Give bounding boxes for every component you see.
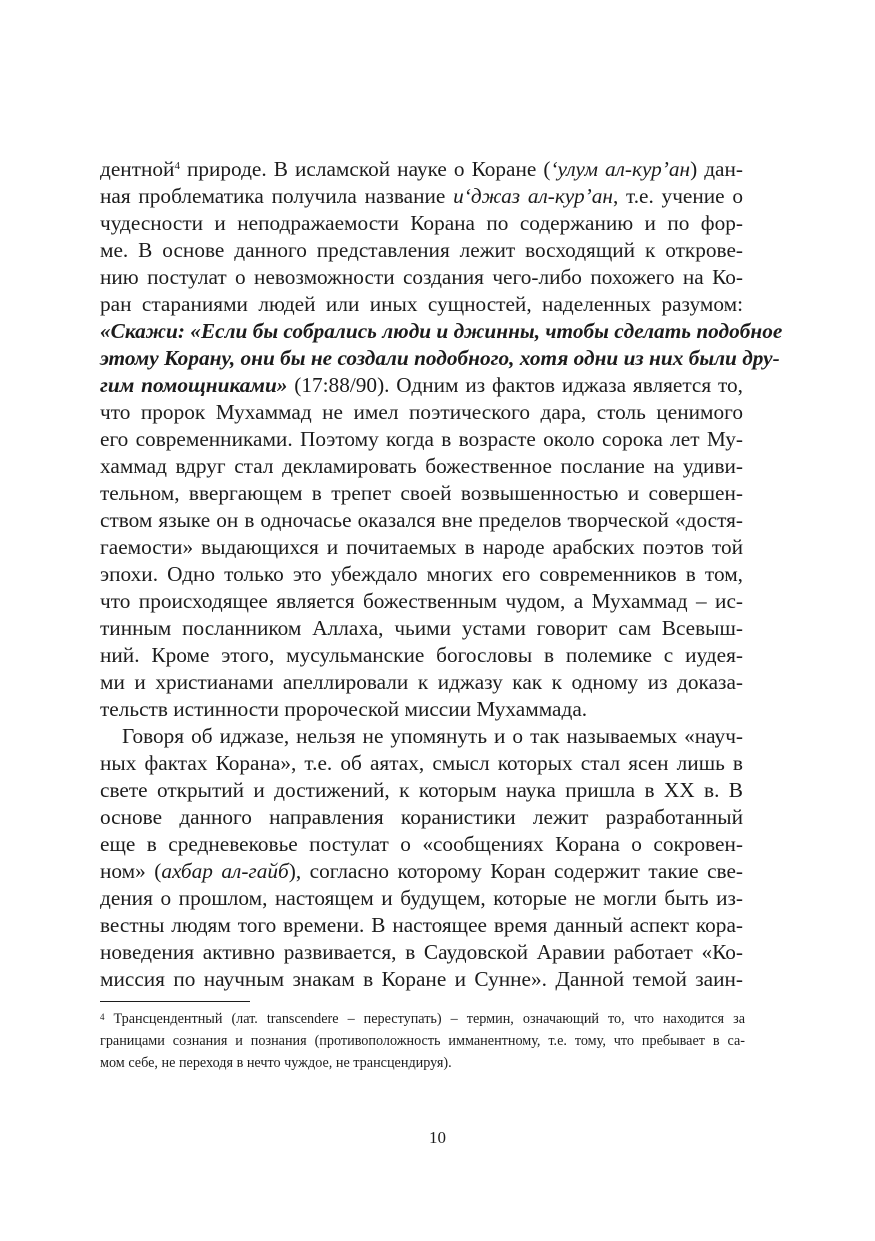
text-line: новедения активно развивается, в Саудовской Аравии работает «Ко- [100, 940, 743, 964]
text-line: его современниками. Поэтому когда в возрасте около сорока лет Му- [100, 427, 743, 451]
quote-line: этому Корану, они бы не создали подобного, хотя одни из них были дру- [100, 346, 780, 370]
text-line: ном» (ахбар ал-гайб), согласно которому Коран содержит такие све- [100, 859, 743, 883]
footnote-marker: 4 [174, 160, 180, 172]
text-line: дентной$^4$ природе. В исламской науке о Коране (ʻулум ал-кур’ан) дан- [100, 157, 743, 181]
text-line: тинным посланником Аллаха, чьими устами говорит сам Всевыш- [100, 616, 743, 640]
quote-line: «Скажи: «Если бы собрались люди и джинны, чтобы сделать подобное [100, 319, 783, 343]
footnote-number: 4 [100, 1012, 105, 1022]
text-line: гаемости» выдающихся и почитаемых в народе арабских поэтов той [100, 535, 743, 559]
text-line: гим помощниками» (17:88/90). Одним из фактов иджаза является то, [100, 373, 743, 397]
main-text [100, 156, 783, 993]
text-line: дения о прошлом, настоящем и будущем, которые не могли быть из- [100, 886, 743, 910]
text-line: эпохи. Одно только это убеждало многих его современников в том, [100, 562, 743, 586]
text-line: ством языке он в одночасье оказался вне пределов творческой «достя- [100, 508, 743, 532]
text-line: свете открытий и достижений, к которым наука пришла в XX в. В [100, 778, 743, 802]
footnote-line: мом себе, не переходя в нечто чуждое, не трансцендируя). [100, 1055, 452, 1071]
text-line: ний. Кроме этого, мусульманские богословы в полемике с иудея- [100, 643, 743, 667]
page-number: 10 [429, 1128, 446, 1147]
text-line: хаммад вдруг стал декламировать божественное послание на удиви- [100, 454, 743, 478]
footnote-divider [100, 1001, 250, 1002]
text-line: основе данного направления коранистики лежит разработанный [100, 805, 743, 829]
text-line: миссия по научным знакам в Коране и Сунне». Данной темой заин- [100, 967, 743, 991]
text-line: ми и христианами апеллировали к иджазу как к одному из доказа- [100, 670, 743, 694]
text-line: вестны людям того времени. В настоящее время данный аспект кора- [100, 913, 743, 937]
text-line: тельном, ввергающем в трепет своей возвышенностью и совершен- [100, 481, 743, 505]
text-line: тельств истинности пророческой миссии Мухаммада. [100, 697, 588, 721]
text-line: что пророк Мухаммад не имел поэтического дара, столь ценимого [100, 400, 743, 424]
text-line: ме. В основе данного представления лежит восходящий к открове- [100, 238, 743, 262]
text-line: Говоря об иджазе, нельзя не упомянуть и о так называемых «науч- [122, 724, 743, 748]
footnote-line: $^4$ Трансцендентный (лат. transcendere – переступать) – термин, означающий то, что находится за [100, 1011, 745, 1027]
text-line: ных фактах Корана», т.е. об аятах, смысл которых стал ясен лишь в [100, 751, 743, 775]
footnote-line: границами сознания и познания (противоположность имманентному, т.е. тому, что пребывает в са- [100, 1033, 745, 1049]
text-line: чудесности и неподражаемости Корана по содержанию и по фор- [100, 211, 743, 235]
text-line: еще в средневековье постулат о «сообщениях Корана о сокровен- [100, 832, 743, 856]
text-line: ран стараниями людей или иных сущностей, наделенных разумом: [100, 292, 743, 316]
text-line: что происходящее является божественным чудом, а Мухаммад – ис- [100, 589, 743, 613]
text-line: ная проблематика получила название иʻджаз ал-кур’ан, т.е. учение о [100, 184, 743, 208]
text-line: нию постулат о невозможности создания чего-либо похожего на Ко- [100, 265, 743, 289]
footnote [100, 1008, 745, 1074]
